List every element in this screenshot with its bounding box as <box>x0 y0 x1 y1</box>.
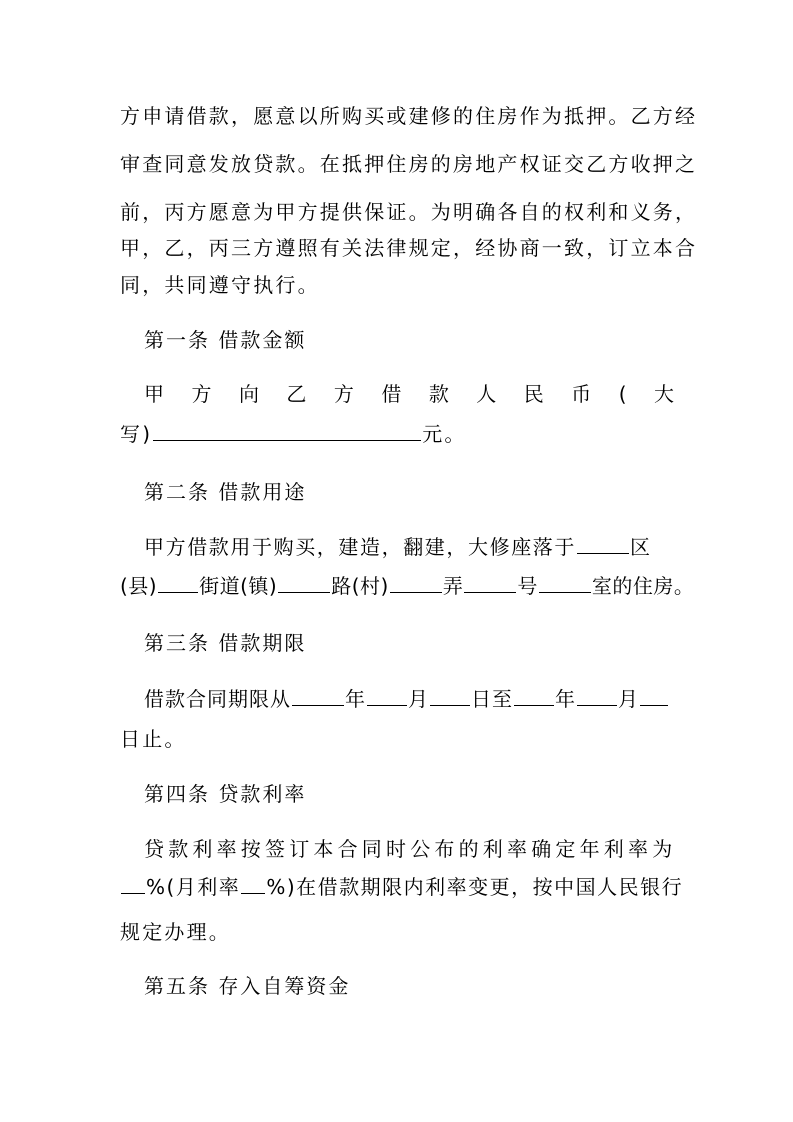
spread-char: 大 <box>653 382 674 406</box>
text-segment: 年 <box>345 687 366 711</box>
blank-start-day[interactable] <box>430 685 470 706</box>
article-2-purpose-line <box>144 533 674 561</box>
blank-road[interactable] <box>390 572 442 593</box>
article-1-amount-line <box>144 380 674 408</box>
spread-char: 借 <box>381 382 402 406</box>
article-5-heading: 第五条 存入自筹资金 <box>144 974 351 998</box>
blank-end-month[interactable] <box>577 685 617 706</box>
article-2-address-line <box>120 572 695 600</box>
blank-county[interactable] <box>158 572 198 593</box>
text-segment: 借款合同期限从 <box>144 687 291 711</box>
blank-lane[interactable] <box>464 572 516 593</box>
article-3-period-line <box>144 685 674 713</box>
blank-start-year[interactable] <box>292 685 344 706</box>
spread-char: 款 <box>428 382 449 406</box>
text-segment: 弄 <box>442 574 464 598</box>
text-segment: 甲方借款用于购买，建造，翻建，大修座落于 <box>144 535 576 559</box>
text-segment: 年 <box>555 687 576 711</box>
spread-char: 民 <box>523 382 544 406</box>
text-segment: 写) <box>120 422 153 446</box>
text-segment: 街道(镇) <box>199 574 278 598</box>
blank-start-month[interactable] <box>367 685 407 706</box>
intro-line-1: 方申请借款，愿意以所购买或建修的住房作为抵押。乙方经 <box>120 104 698 128</box>
text-segment: 日至 <box>471 687 513 711</box>
blank-number[interactable] <box>539 572 591 593</box>
text-segment: 月 <box>408 687 429 711</box>
intro-line-4: 甲，乙，丙三方遵照有关法律规定，经协商一致，订立本合 <box>120 236 698 260</box>
spread-char: 甲 <box>144 382 164 406</box>
blank-district[interactable] <box>577 533 629 554</box>
article-1-amount-continued <box>120 420 674 448</box>
text-segment: 元。 <box>422 422 467 446</box>
text-segment: (县) <box>120 574 158 598</box>
spread-char: 乙 <box>286 382 307 406</box>
spread-char: 向 <box>238 382 259 406</box>
article-4-rate-end: 规定办理。 <box>120 920 231 944</box>
intro-line-2: 审查同意发放贷款。在抵押住房的房地产权证交乙方收押之 <box>120 152 698 176</box>
blank-end-year[interactable] <box>514 685 554 706</box>
blank-amount[interactable] <box>153 420 421 441</box>
article-4-rate-continued <box>120 873 684 901</box>
article-4-rate-line: 贷款利率按签订本合同时公布的利率确定年利率为 <box>144 837 677 861</box>
blank-monthly-rate[interactable] <box>241 873 265 894</box>
blank-end-day[interactable] <box>640 685 668 706</box>
intro-line-3: 前，丙方愿意为甲方提供保证。为明确各自的权利和义务， <box>120 200 698 224</box>
spread-char: 人 <box>476 382 497 406</box>
intro-line-5: 同，共同遵守执行。 <box>120 273 320 297</box>
article-4-heading: 第四条 贷款利率 <box>144 782 307 806</box>
text-segment: %)在借款期限内利率变更，按中国人民银行 <box>266 875 684 899</box>
text-segment: %(月利率 <box>146 875 241 899</box>
spread-char: ( <box>618 382 627 406</box>
article-2-heading: 第二条 借款用途 <box>144 480 307 504</box>
blank-annual-rate[interactable] <box>121 873 145 894</box>
text-segment: 路(村) <box>331 574 389 598</box>
spread-char: 方 <box>333 382 354 406</box>
text-segment: 区 <box>630 535 652 559</box>
text-segment: 号 <box>517 574 538 598</box>
blank-street[interactable] <box>278 572 330 593</box>
article-3-period-end: 日止。 <box>120 727 187 751</box>
text-segment: 月 <box>618 687 639 711</box>
text-segment: 室的住房。 <box>591 574 695 598</box>
spread-char: 币 <box>571 382 592 406</box>
article-1-heading: 第一条 借款金额 <box>144 328 307 352</box>
article-3-heading: 第三条 借款期限 <box>144 631 307 655</box>
spread-char: 方 <box>191 382 212 406</box>
